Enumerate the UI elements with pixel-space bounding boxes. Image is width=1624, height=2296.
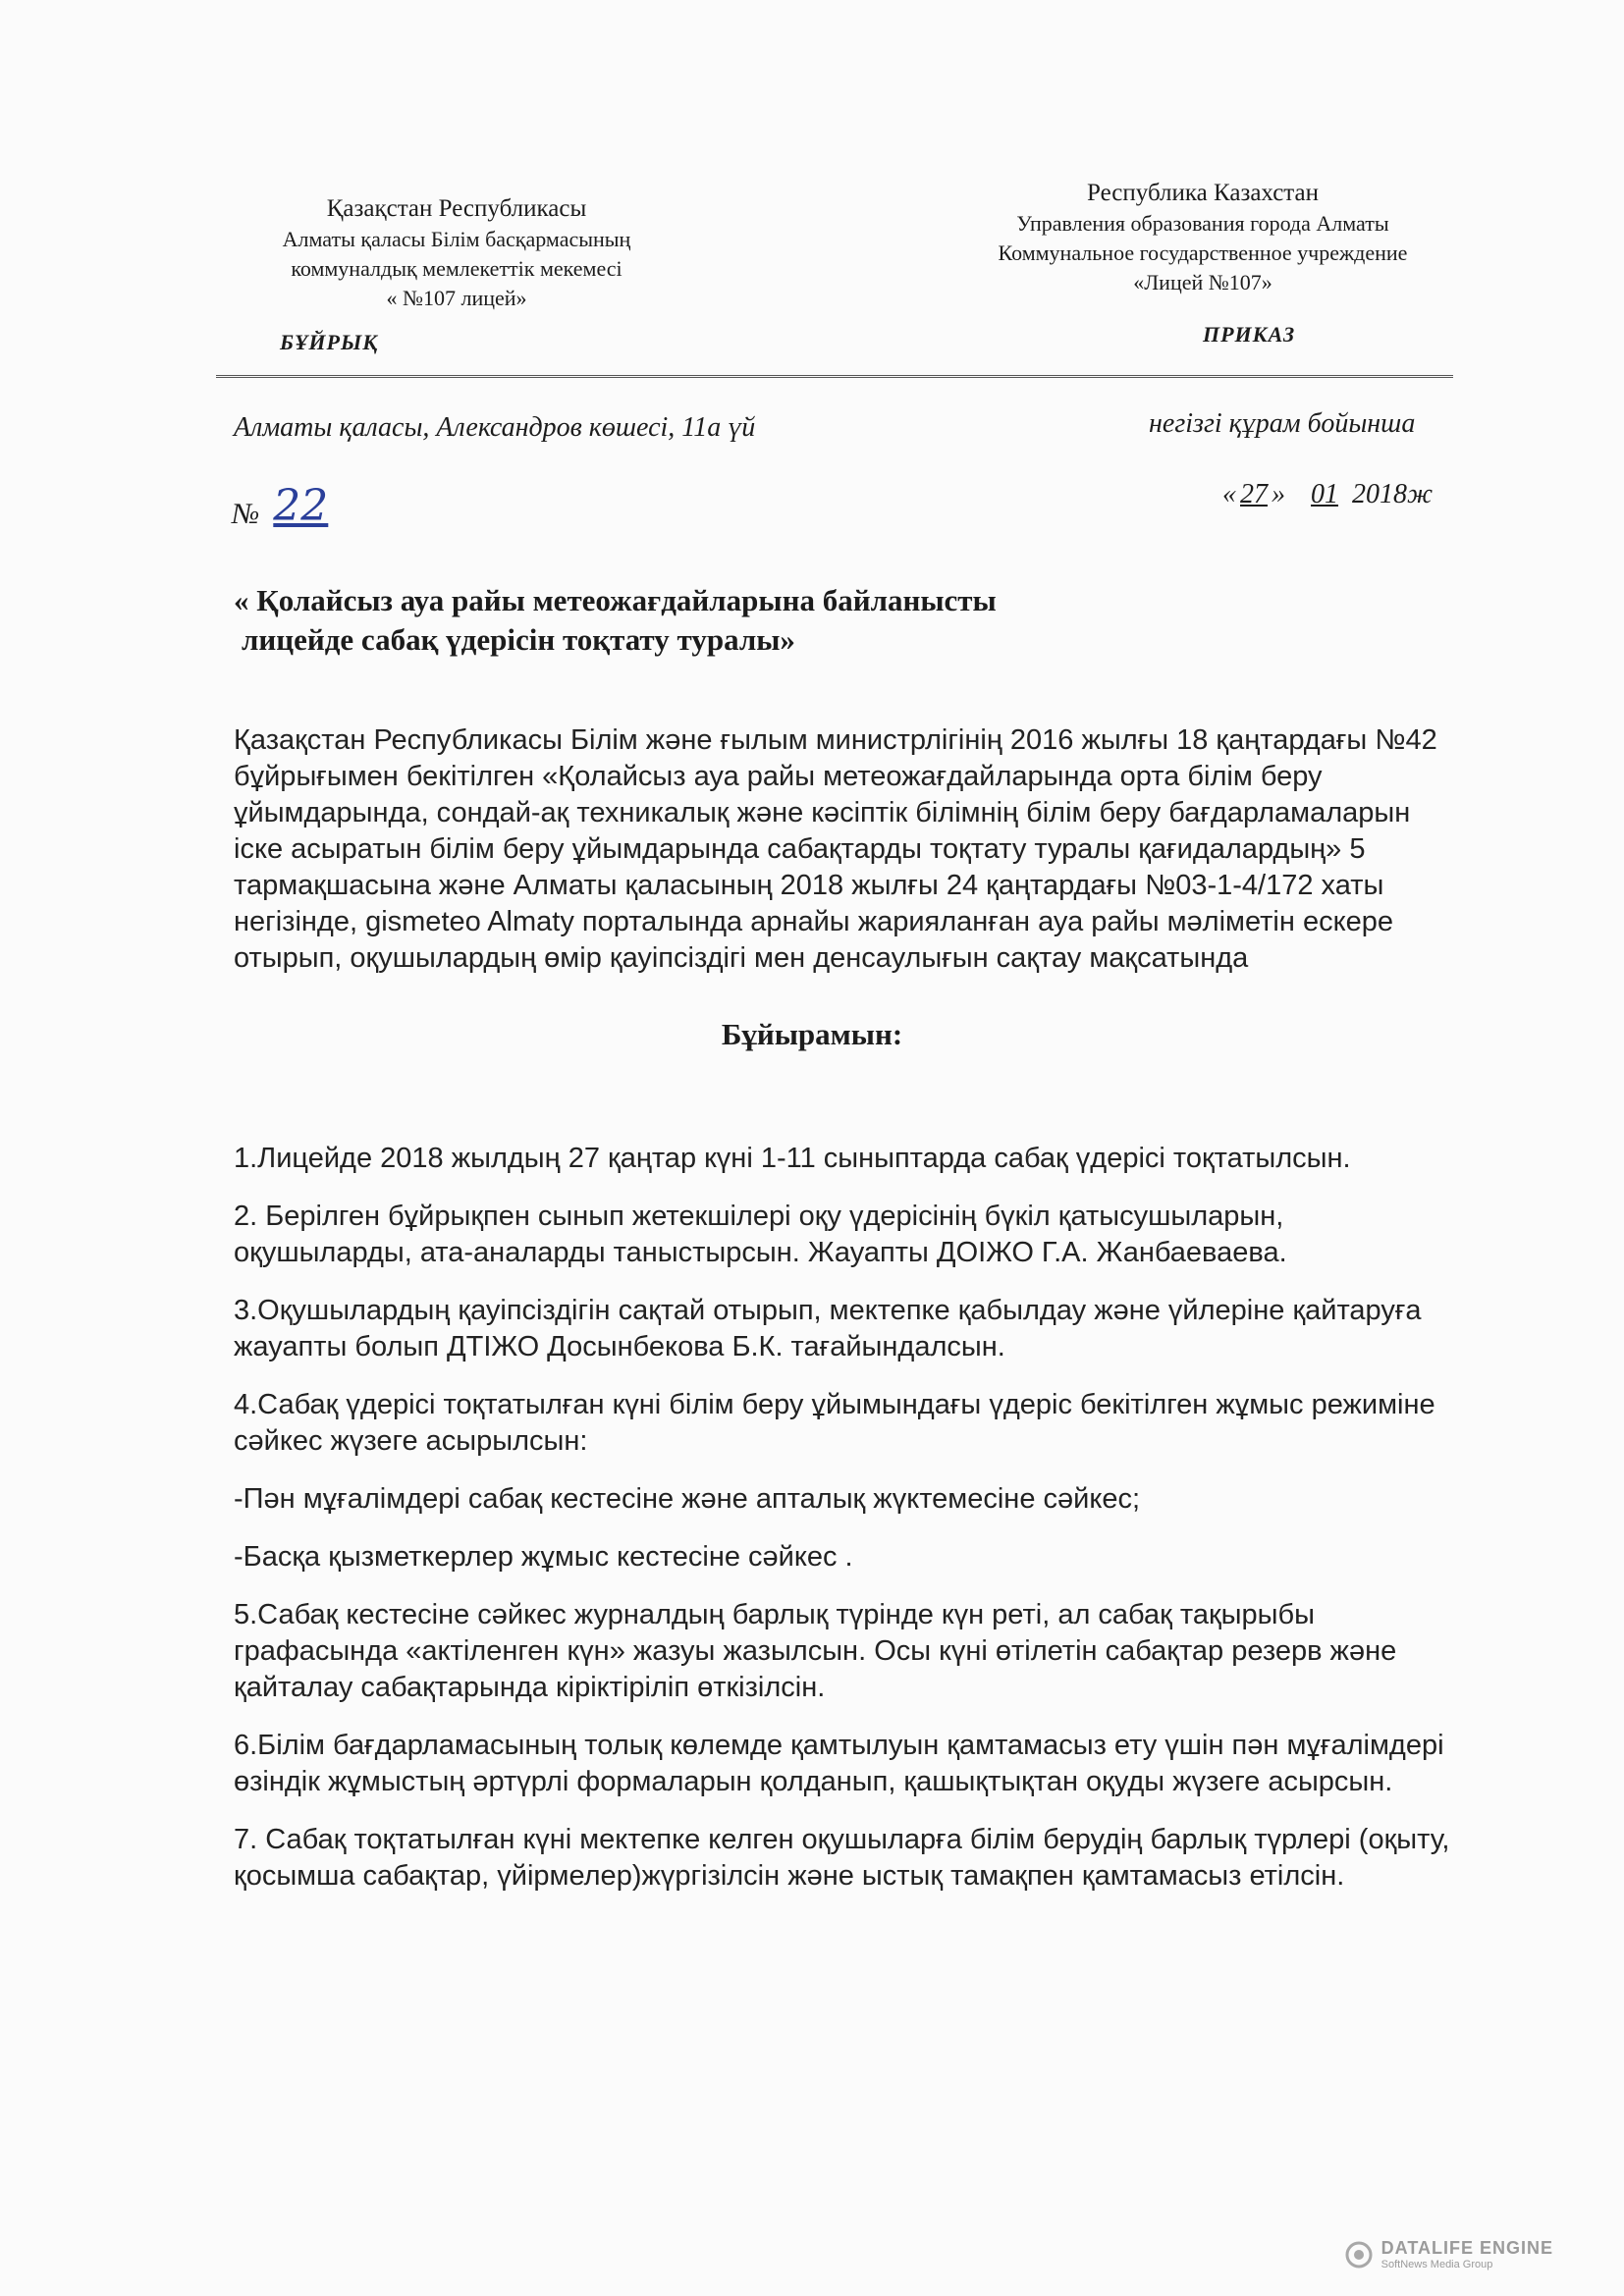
date-year: 2018ж [1352, 479, 1434, 509]
order-label-ru: ПРИКАЗ [1203, 322, 1296, 347]
order-item-2: 2. Берілген бұйрықпен сынып жетекшілері оқу үдерісінің бүкіл қатысушыларын, оқушыларды, ата-аналарды таныстырсын. Жауапты ДОІЖО Г.А. Жанбаеваева. [234, 1201, 1287, 1268]
title-line1: « Қолайсыз ауа райы метеожағдайларына байланысты [234, 583, 997, 617]
date-close-quote: » [1272, 479, 1285, 509]
order-items-list [234, 1141, 1461, 1916]
order-label-kz: БҰЙРЫҚ [280, 330, 379, 354]
order-item-5: 5.Сабақ кестесіне сәйкес журналдың барлық түрінде күн реті, ал сабақ тақырыбы графасында «актіленген күн» жазуы жазылсын. Осы күні өтілетін сабақтар резерв және қайталау сабақтарында кіріктіріліп өткізілсін. [234, 1599, 1397, 1703]
watermark [1344, 2238, 1553, 2270]
header-russian [943, 177, 1463, 297]
date-open-quote: « [1222, 479, 1236, 509]
number-value: 22 [273, 481, 329, 531]
header-ru-line1: Республика Казахстан [1087, 180, 1319, 206]
header-kazakh [226, 192, 687, 313]
watermark-sub: SoftNews Media Group [1380, 2259, 1493, 2270]
header-kz-line4: « №107 лицей» [386, 286, 527, 310]
header-ru-line2: Управления образования города Алматы [1016, 211, 1389, 236]
order-item-7: 7. Сабақ тоқтатылған күні мектепке келген оқушыларға білім берудің барлық түрлері (оқыту, қосымша сабақтар, үйірмелер)жүргізілсін және ыстық тамақпен қамтамасыз етілсін. [234, 1824, 1450, 1892]
order-heading: Бұйырамын: [721, 1017, 903, 1051]
title-line2: лицейде сабақ үдерісін тоқтату туралы» [242, 622, 795, 657]
preamble-paragraph: Қазақстан Республикасы Білім және ғылым министрлігінің 2016 жылғы 18 қаңтардағы №42 бұйрығымен бекітілген «Қолайсыз ауа райы метеожағдайларында орта білім беру ұйымдарында, сондай-ақ техникалық және кәсіптік білімнің білім беру бағдарламаларын іске асыратын білім беру ұйымдарында сабақтарды тоқтату туралы қағидалардың» 5 тармақшасына және Алматы қаласының 2018 жылғы 24 қаңтардағы №03-1-4/172 хаты негізінде, gismeteo Almaty порталында арнайы жарияланған ауа райы мәліметін ескере отырып, оқушылардың өмір қауіпсіздігі мен денсаулығын сақтау мақсатында [234, 724, 1437, 974]
order-item-4: 4.Сабақ үдерісі тоқтатылған күні білім беру ұйымындағы үдеріс бекітілген жұмыс режиміне сәйкес жүзеге асырылсын: [234, 1389, 1435, 1457]
order-item-3: 3.Оқушылардың қауіпсіздігін сақтай отырып, мектепке қабылдау және үйлеріне қайтаруға жауапты болып ДТІЖО Досынбекова Б.К. тағайындалсын. [234, 1295, 1422, 1362]
order-item-4b: -Басқа қызметкерлер жұмыс кестесіне сәйкес . [234, 1541, 853, 1573]
order-date [1222, 479, 1433, 510]
document-title [234, 581, 997, 660]
date-day: 27 [1240, 479, 1268, 509]
watermark-brand: DATALIFE ENGINE [1380, 2238, 1553, 2258]
address: Алматы қаласы, Александров көшесі, 11а үй [234, 412, 756, 443]
header-divider [216, 375, 1453, 378]
datalife-logo-icon [1344, 2240, 1374, 2269]
order-item-1: 1.Лицейде 2018 жылдың 27 қаңтар күні 1-11 сыныптарда сабақ үдерісі тоқтатылсын. [234, 1143, 1351, 1174]
header-ru-line3: Коммунальное государственное учреждение [998, 240, 1408, 265]
order-item-6: 6.Білім бағдарламасының толық көлемде қамтылуын қамтамасыз ету үшін пән мұғалімдері өзіндік жұмыстың әртүрлі формаларын қолданып, қашықтықтан оқуды жүзеге асырсын. [234, 1730, 1444, 1797]
order-number [232, 481, 328, 531]
header-kz-line2: Алматы қаласы Білім басқармасының [282, 227, 631, 251]
header-kz-line1: Қазақстан Республикасы [326, 195, 587, 222]
header-ru-line4: «Лицей №107» [1133, 270, 1272, 294]
order-item-4a: -Пән мұғалімдері сабақ кестесіне және апталық жүктемесіне сәйкес; [234, 1483, 1141, 1515]
date-month: 01 [1311, 479, 1338, 509]
header-kz-line3: коммуналдық мемлекеттік мекемесі [291, 256, 623, 281]
basis-note: негізгі құрам бойынша [1149, 408, 1416, 439]
number-prefix: № [232, 498, 260, 530]
